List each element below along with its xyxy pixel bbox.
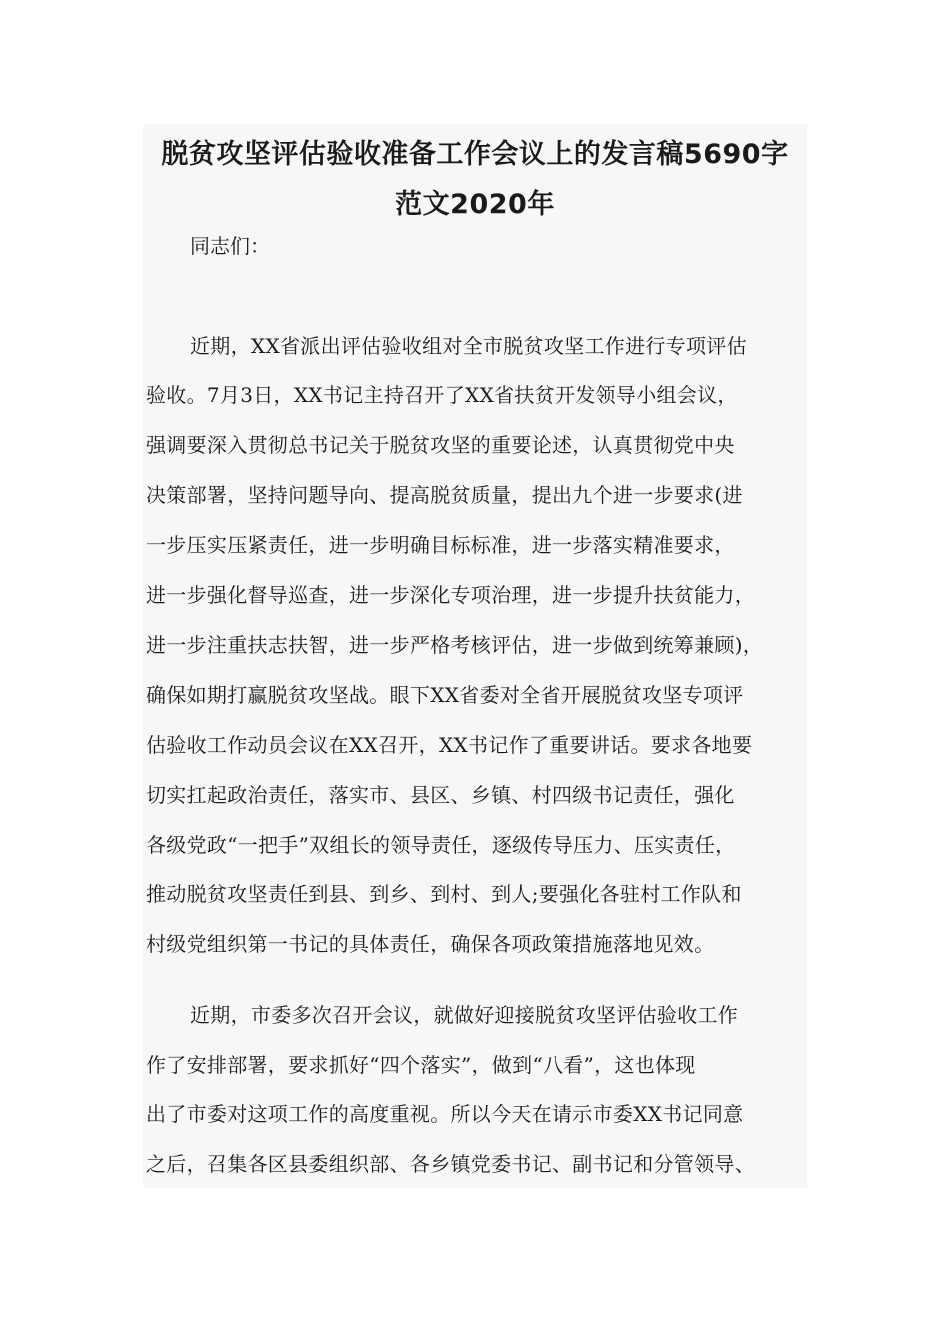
paragraph-line: 验收。7月3日，XX书记主持召开了XX省扶贫开发领导小组会议， bbox=[146, 383, 738, 407]
paragraph-line: 决策部署，坚持问题导向、提高脱贫质量，提出九个进一步要求(进 bbox=[146, 483, 743, 507]
paragraph-line: 各级党政“一把手”双组长的领导责任，逐级传导压力、压实责任， bbox=[146, 833, 736, 857]
paragraph-line: 估验收工作动员会议在XX召开，XX书记作了重要讲话。要求各地要 bbox=[146, 733, 753, 757]
salutation: 同志们： bbox=[190, 234, 270, 258]
paragraph-line: 进一步强化督导巡查，进一步深化专项治理，进一步提升扶贫能力， bbox=[146, 583, 755, 607]
paragraph-line: 村级党组织第一书记的具体责任，确保各项政策措施落地见效。 bbox=[146, 932, 715, 956]
document-title bbox=[143, 124, 807, 230]
paragraph-line: 强调要深入贯彻总书记关于脱贫攻坚的重要论述，认真贯彻党中央 bbox=[146, 433, 735, 457]
paragraph-line: 一步压实压紧责任，进一步明确目标标准，进一步落实精准要求， bbox=[146, 533, 735, 557]
paragraph-line: 近期，市委多次召开会议，就做好迎接脱贫攻坚评估验收工作 bbox=[190, 1003, 739, 1027]
paragraph-line: 出了市委对这项工作的高度重视。所以今天在请示市委XX书记同意 bbox=[146, 1102, 744, 1126]
paragraph-line: 推动脱贫攻坚责任到县、到乡、到村、到人;要强化各驻村工作队和 bbox=[146, 882, 742, 906]
paragraph-line: 切实扛起政治责任，落实市、县区、乡镇、村四级书记责任，强化 bbox=[146, 783, 735, 807]
paragraph-line: 确保如期打赢脱贫攻坚战。眼下XX省委对全省开展脱贫攻坚专项评 bbox=[146, 683, 744, 707]
paragraph-line: 之后，召集各区县委组织部、各乡镇党委书记、副书记和分管领导、 bbox=[146, 1152, 755, 1176]
paragraph-line: 进一步注重扶志扶智，进一步严格考核评估，进一步做到统筹兼顾)， bbox=[146, 633, 764, 657]
paragraph-line: 作了安排部署，要求抓好“四个落实”，做到“八看”，这也体现 bbox=[146, 1053, 696, 1077]
paragraph-line: 近期，XX省派出评估验收组对全市脱贫攻坚工作进行专项评估 bbox=[190, 334, 747, 358]
title-line-1: 脱贫攻坚评估验收准备工作会议上的发言稿5690字 bbox=[161, 139, 789, 170]
title-line-2: 范文2020年 bbox=[395, 189, 555, 220]
